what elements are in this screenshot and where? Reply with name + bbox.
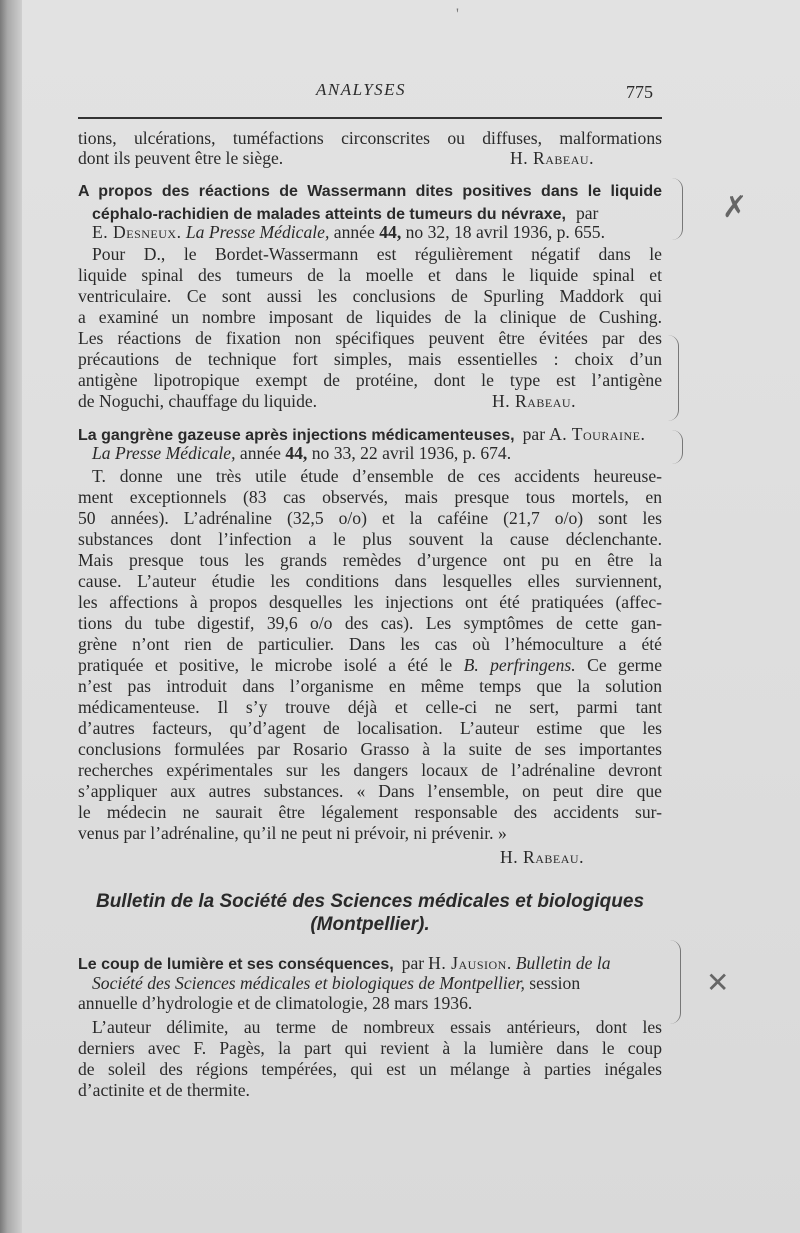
paragraph-line: Mais presque tous les grands remèdes d’urgence ont pu en être la xyxy=(78,550,662,570)
article-title-line xyxy=(92,203,598,224)
paragraph-line: recherches expérimentales sur les dangers locaux de l’adrénaline devront xyxy=(78,760,662,780)
paragraph-line: médicamenteuse. Il s’y trouve déjà et celle-ci ne sert, parmi tant xyxy=(78,697,662,717)
paragraph-line: précautions de technique fort simples, mais essentielles : choix d’un xyxy=(78,349,662,369)
journal-name: La Presse Médicale, xyxy=(92,443,236,463)
journal-name: Bulletin de la xyxy=(515,953,611,973)
paragraph-line xyxy=(78,655,662,676)
pencil-cross-mark: ✕ xyxy=(706,966,730,999)
page-number: 775 xyxy=(626,82,653,102)
species-name: B. perfringens. xyxy=(463,655,576,675)
article-title-line xyxy=(78,424,645,445)
author-name: E. Desneux. xyxy=(92,222,182,242)
text-fragment: pratiquée et positive, le microbe isolé a été le xyxy=(78,655,453,675)
paragraph-line: de soleil des régions tempérées, qui est un mélange à parties inégales xyxy=(78,1059,662,1079)
citation-details: no 32, 18 avril 1936, p. 655. xyxy=(405,222,606,242)
paragraph-line: T. donne une très utile étude d’ensemble de ces accidents heureuse- xyxy=(92,466,662,486)
citation-session: session xyxy=(529,973,581,993)
paragraph-line: s’appliquer aux autres substances. « Dans l’ensemble, on peut dire que xyxy=(78,781,662,801)
paragraph-line: Les réactions de fixation non spécifiques peuvent être évitées par des xyxy=(78,328,662,348)
paragraph-line: conclusions formulées par Rosario Grasso à la suite de ses importantes xyxy=(78,739,662,759)
paragraph-line: ventriculaire. Ce sont aussi les conclusions de Spurling Maddork qui xyxy=(78,286,662,306)
running-title: ANALYSES xyxy=(316,80,407,99)
by-word: par xyxy=(401,953,425,973)
paragraph-line: liquide spinal des tumeurs de la moelle et dans le liquide spinal et xyxy=(78,265,662,285)
paragraph-line: a examiné un nombre imposant de liquides de la clinique de Cushing. xyxy=(78,307,662,327)
citation-volume: 44, xyxy=(379,222,402,242)
paragraph-line: cause. L’auteur étudie les conditions dans lesquelles elles surviennent, xyxy=(78,571,662,591)
citation-line xyxy=(92,973,580,994)
article-title: La gangrène gazeuse après injections médicamenteuses, xyxy=(78,427,515,444)
journal-name: La Presse Médicale, xyxy=(185,222,330,242)
paragraph-line: venus par l’adrénaline, qu’il ne peut ni prévoir, ni prévenir. » xyxy=(78,823,507,843)
paragraph-line: Pour D., le Bordet-Wassermann est régulièrement négatif dans le xyxy=(92,244,662,264)
journal-name: Société des Sciences médicales et biologiques de Montpellier, xyxy=(92,973,525,993)
article-title: Le coup de lumière et ses conséquences, xyxy=(78,956,394,973)
paragraph-line: antigène lipotropique exempt de protéine, dont le type est l’antigène xyxy=(78,370,662,390)
citation-year-label: année xyxy=(333,222,375,242)
paragraph-line: substances dont l’infection a le plus souvent la cause déclenchante. xyxy=(78,529,662,549)
author-signature: H. Rabeau. xyxy=(492,391,576,411)
book-binding-shadow xyxy=(0,0,22,1233)
paragraph-line: 50 années). L’adrénaline (32,5 o/o) et la caféine (21,7 o/o) sont les xyxy=(78,508,662,528)
article-title: A propos des réactions de Wassermann dites positives dans le liquide xyxy=(78,183,662,200)
paragraph-line: tions, ulcérations, tuméfactions circonscrites ou diffuses, malformations xyxy=(78,128,662,148)
paragraph-line: les affections à propos desquelles les injections ont été pratiquées (affec- xyxy=(78,592,662,612)
citation-line xyxy=(92,222,605,243)
author-signature: H. Rabeau. xyxy=(500,847,584,867)
paragraph-line: tions du tube digestif, 39,6 o/o des cas). Les symptômes de cette gan- xyxy=(78,613,662,633)
section-heading: (Montpellier). xyxy=(310,914,430,935)
text-fragment: Ce germe xyxy=(587,655,663,675)
section-heading: Bulletin de la Société des Sciences médicales et biologiques xyxy=(95,891,645,912)
paragraph-line: d’actinite et de thermite. xyxy=(78,1080,250,1100)
pencil-bracket xyxy=(672,178,683,240)
author-name: A. Touraine. xyxy=(549,424,646,444)
paragraph-line: dont ils peuvent être le siège. xyxy=(78,148,284,168)
pencil-bracket xyxy=(668,335,679,421)
author-name: H. Jausion. xyxy=(428,953,512,973)
paragraph-line: grène n’ont rien de particulier. Dans les cas où l’hémoculture a été xyxy=(78,634,662,654)
citation-volume: 44, xyxy=(285,443,308,463)
header-rule xyxy=(78,117,662,119)
author-signature: H. Rabeau. xyxy=(510,148,594,168)
paragraph-line: d’autres facteurs, qu’d’agent de localisation. L’auteur estime que les xyxy=(78,718,662,738)
pencil-tick: ' xyxy=(456,6,459,23)
pencil-bracket xyxy=(670,940,681,1024)
citation-line: annuelle d’hydrologie et de climatologie, 28 mars 1936. xyxy=(78,993,473,1013)
citation-line xyxy=(92,443,511,464)
article-title-line xyxy=(78,953,611,974)
paragraph-line: de Noguchi, chauffage du liquide. xyxy=(78,391,318,411)
by-word: par xyxy=(575,203,599,223)
citation-year-label: année xyxy=(239,443,281,463)
paragraph-line: derniers avec F. Pagès, la part qui revient à la lumière dans le coup xyxy=(78,1038,662,1058)
article-title: céphalo-rachidien de malades atteints de tumeurs du névraxe, xyxy=(92,206,566,223)
paragraph-line: n’est pas introduit dans l’organisme en même temps que la solution xyxy=(78,676,662,696)
citation-details: no 33, 22 avril 1936, p. 674. xyxy=(311,443,512,463)
paragraph-line: ment exceptionnels (83 cas observés, mais presque tous mortels, en xyxy=(78,487,662,507)
by-word: par xyxy=(522,424,546,444)
paragraph-line: le médecin ne saurait être légalement responsable des accidents sur- xyxy=(78,802,662,822)
pencil-cross-mark: ✗ xyxy=(722,190,748,225)
paragraph-line: L’auteur délimite, au terme de nombreux essais antérieurs, dont les xyxy=(92,1017,662,1037)
